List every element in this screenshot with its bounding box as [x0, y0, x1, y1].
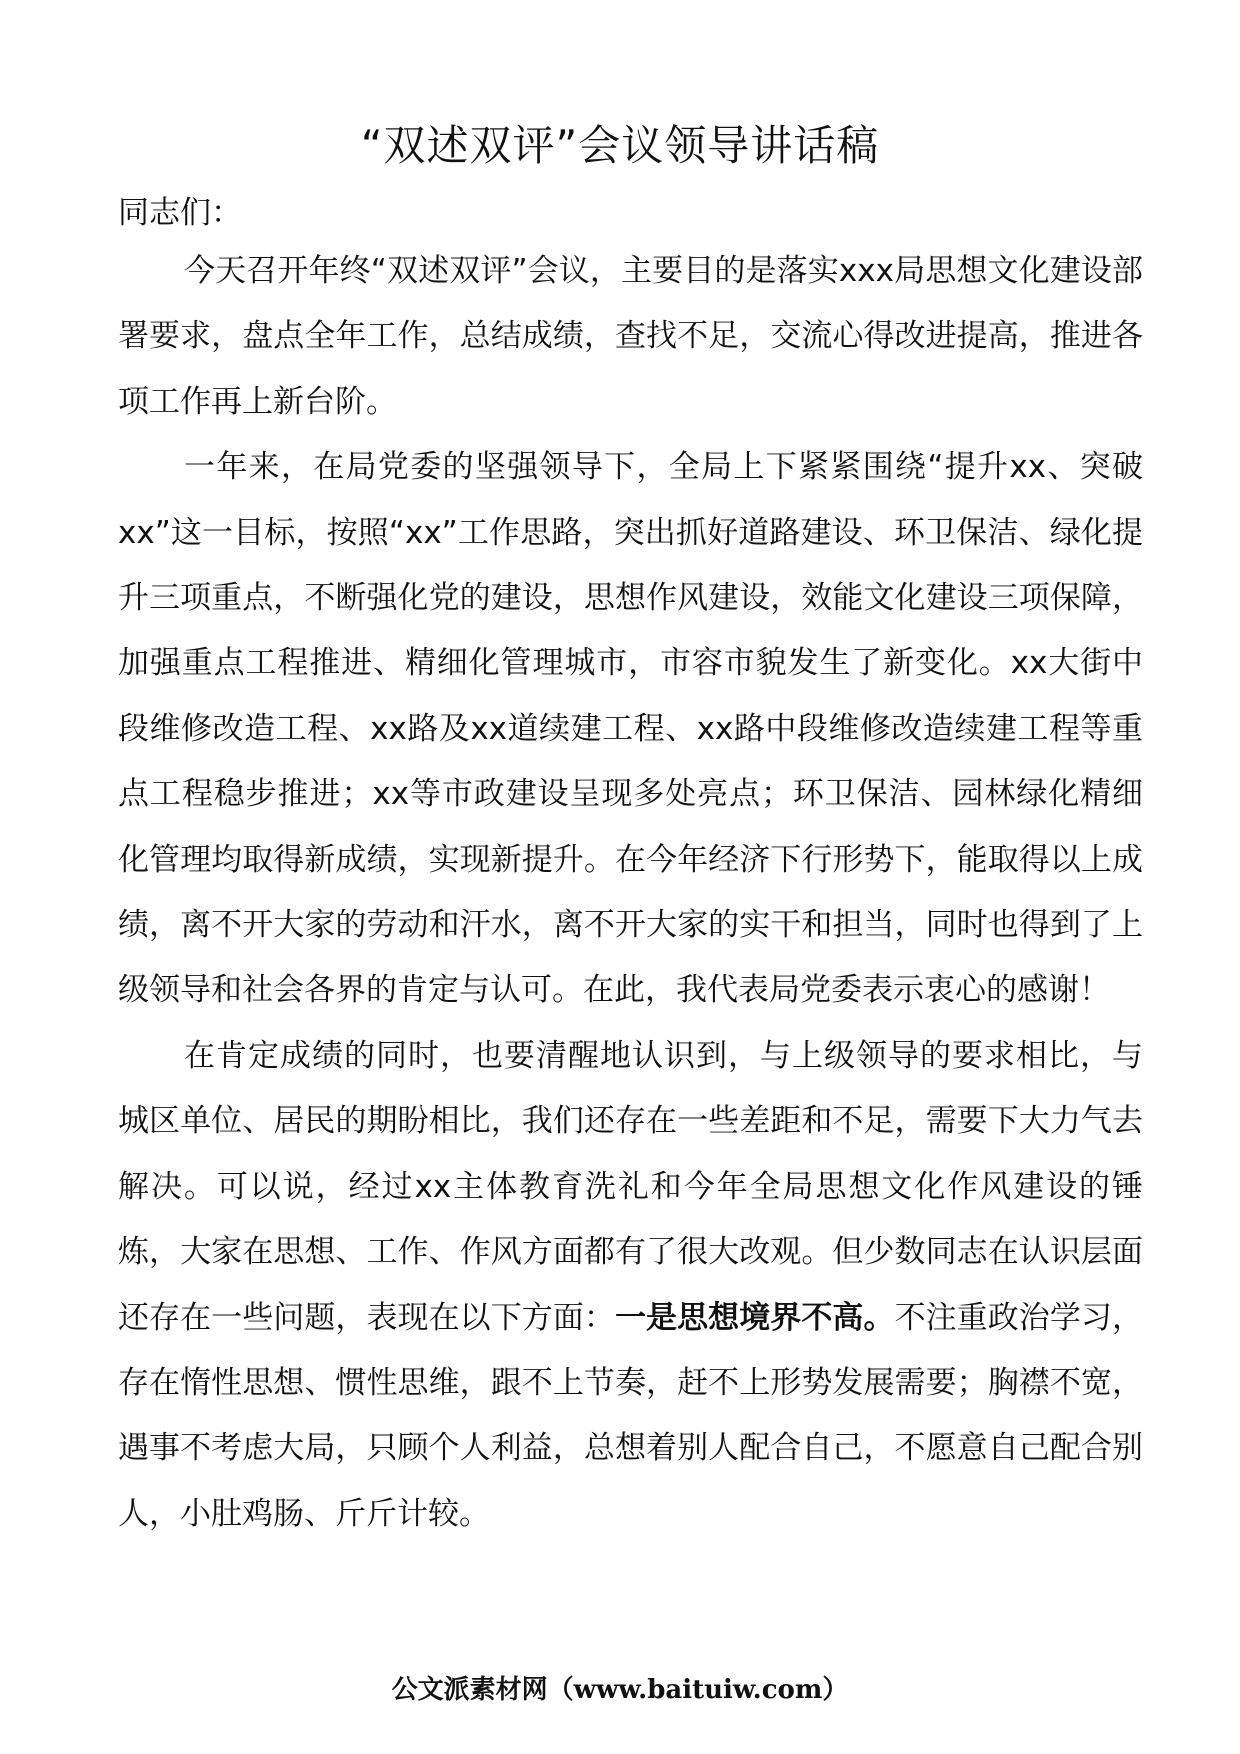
point-one-heading: 一是思想境界不高。 [615, 1299, 895, 1336]
salutation: 同志们： [118, 195, 242, 231]
paragraph-shortcomings [118, 1024, 1143, 1547]
paragraph-shortcomings-intro: 在肯定成绩的同时，也要清醒地认识到，与上级领导的要求相比，与城区单位、居民的期盼相比，我们还存在一些差距和不足，需要下大力气去解决。可以说，经过xx主体教育洗礼和今年全局思想文化作风建设的锤炼，大家在思想、工作、作风方面都有了很大改观。但少数同志在认识层面还存在一些问题，表现在以下方面： [118, 1037, 1143, 1336]
document-title: “双述双评”会议领导讲话稿 [360, 121, 880, 170]
paragraph-achievements: 一年来，在局党委的坚强领导下，全局上下紧紧围绕“提升xx、突破xx”这一目标，按照“xx”工作思路，突出抓好道路建设、环卫保洁、绿化提升三项重点，不断强化党的建设，思想作风建设，效能文化建设三项保障，加强重点工程推进、精细化管理城市，市容市貌发生了新变化。xx大街中段维修改造工程、xx路及xx道续建工程、xx路中段维修改造续建工程等重点工程稳步推进；xx等市政建设呈现多处亮点；环卫保洁、园林绿化精细化管理均取得新成绩，实现新提升。在今年经济下行形势下，能取得以上成绩，离不开大家的劳动和汗水，离不开大家的实干和担当，同时也得到了上级领导和社会各界的肯定与认可。在此，我代表局党委表示衷心的感谢！ [118, 449, 1143, 1009]
document-body [118, 239, 1143, 1547]
paragraph-opening: 今天召开年终“双述双评”会议，主要目的是落实xxx局思想文化建设部署要求，盘点全年工作，总结成绩，查找不足，交流心得改进提高，推进各项工作再上新台阶。 [118, 253, 1143, 420]
footer-source: 公文派素材网（www.baituiw.com） [391, 1675, 849, 1705]
point-one-detail: 不注重政治学习，存在惰性思想、惯性思维，跟不上节奏，赶不上形势发展需要；胸襟不宽，遇事不考虑大局，只顾个人利益，总想着别人配合自己，不愿意自己配合别人，小肚鸡肠、斤斤计较。 [118, 1299, 1143, 1532]
